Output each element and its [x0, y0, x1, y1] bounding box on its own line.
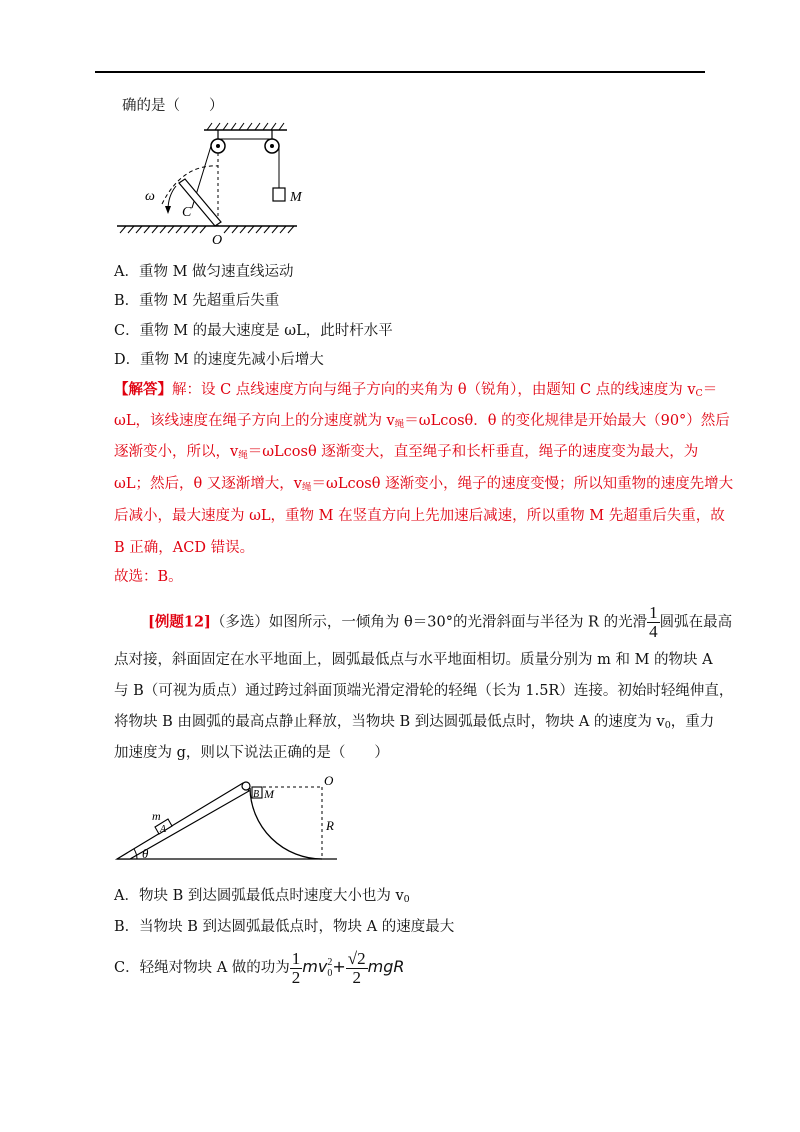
q11-answer-line1: 【解答】解：设 C 点线速度方向与绳子方向的夹角为 θ（锐角），由题知 C 点的线速度为 $v_C=$ [114, 381, 718, 399]
q11-answer-line5: 后减小，最大速度为 ωL，重物 M 在竖直方向上先加速后减速，所以重物 M 先超重后失重，故 [114, 508, 725, 524]
o-label: O [212, 233, 223, 248]
quarter-fraction: $\frac{1}{4}$ [649, 603, 658, 641]
answer-tag: 【解答】 [114, 381, 172, 398]
q12-option-c: C．轻绳对物块 A 做的功为 $\frac{1}{2}$ mv 2 0 + $\frac{√2}{2}$ mgR [114, 948, 405, 987]
q12-line2: 点对接，斜面固定在水平地面上，圆弧最低点与水平地面相切。质量分别为 m 和 M 的物块 A [114, 652, 713, 668]
small-m-label: m [152, 809, 161, 823]
r-label: R [326, 818, 334, 833]
q12-figure [112, 770, 352, 865]
q11-answer-line4: ωL；然后，θ 又逐渐增大，$v_绳=\omega Lcos\theta$ 逐渐变小，绳子的速度变慢；所以知重物的速度先增大 [114, 476, 734, 493]
q11-option-a: A．重物 M 做匀速直线运动 [114, 264, 294, 280]
q12-line4: 将物块 B 由圆弧的最高点静止释放，当物块 B 到达圆弧最低点时，物块 A 的速度为 $v_0$，重力 [114, 714, 715, 731]
half-fraction: $\frac{1}{2}$ [291, 948, 301, 987]
omega-label: ω [145, 189, 155, 204]
q11-answer-line3: 逐渐变小，所以，$v_绳=\omega Lcos\theta$ 逐渐变大，直至绳子和长杆垂直，绳子的速度变为最大，为 [114, 444, 699, 461]
q12-line3: 与 B（可视为质点）通过跨过斜面顶端光滑定滑轮的轻绳（长为 1.5R）连接。初始时轻绳伸直， [114, 683, 734, 699]
q11-answer-line2: ωL，该线速度在绳子方向上的分速度就为 $v_绳=\omega Lcos\theta$．θ 的变化规律是开始最大（90°）然后 [114, 413, 730, 430]
b-label: B [253, 789, 260, 800]
q12-option-b: B．当物块 B 到达圆弧最低点时，物块 A 的速度最大 [114, 919, 455, 935]
sqrt2-fraction: $\frac{√2}{2}$ [347, 948, 366, 987]
q11-option-c: C．重物 M 的最大速度是 ωL，此时杆水平 [114, 323, 393, 339]
q11-figure [112, 118, 322, 248]
q12-label: [例题12] [148, 613, 211, 631]
q11-option-d: D．重物 M 的速度先减小后增大 [114, 352, 324, 368]
big-m-label: M [264, 787, 274, 801]
q12-option-a: A．物块 B 到达圆弧最低点时速度大小也为 $v_0$ [114, 888, 410, 905]
a-label: A [160, 824, 167, 835]
header-rule [95, 71, 705, 73]
q11-answer-line6: B 正确，ACD 错误。 [114, 540, 255, 556]
q12-line5: 加速度为 g，则以下说法正确的是（ ） [114, 745, 389, 761]
q11-choice: 故选：B。 [114, 569, 183, 585]
q11-stem-tail: 确的是（ ） [122, 98, 224, 114]
q11-option-b: B．重物 M 先超重后失重 [114, 293, 280, 309]
c-label: C [182, 205, 192, 220]
m-label: M [290, 190, 302, 205]
theta-label: θ [142, 846, 149, 861]
q12-line1: [例题12]（多选）如图所示，一倾角为 θ＝30°的光滑斜面与半径为 R 的光滑 $\frac{1}{4}$ 圆弧在最高 [148, 603, 733, 641]
o-label-2: O [324, 773, 334, 788]
